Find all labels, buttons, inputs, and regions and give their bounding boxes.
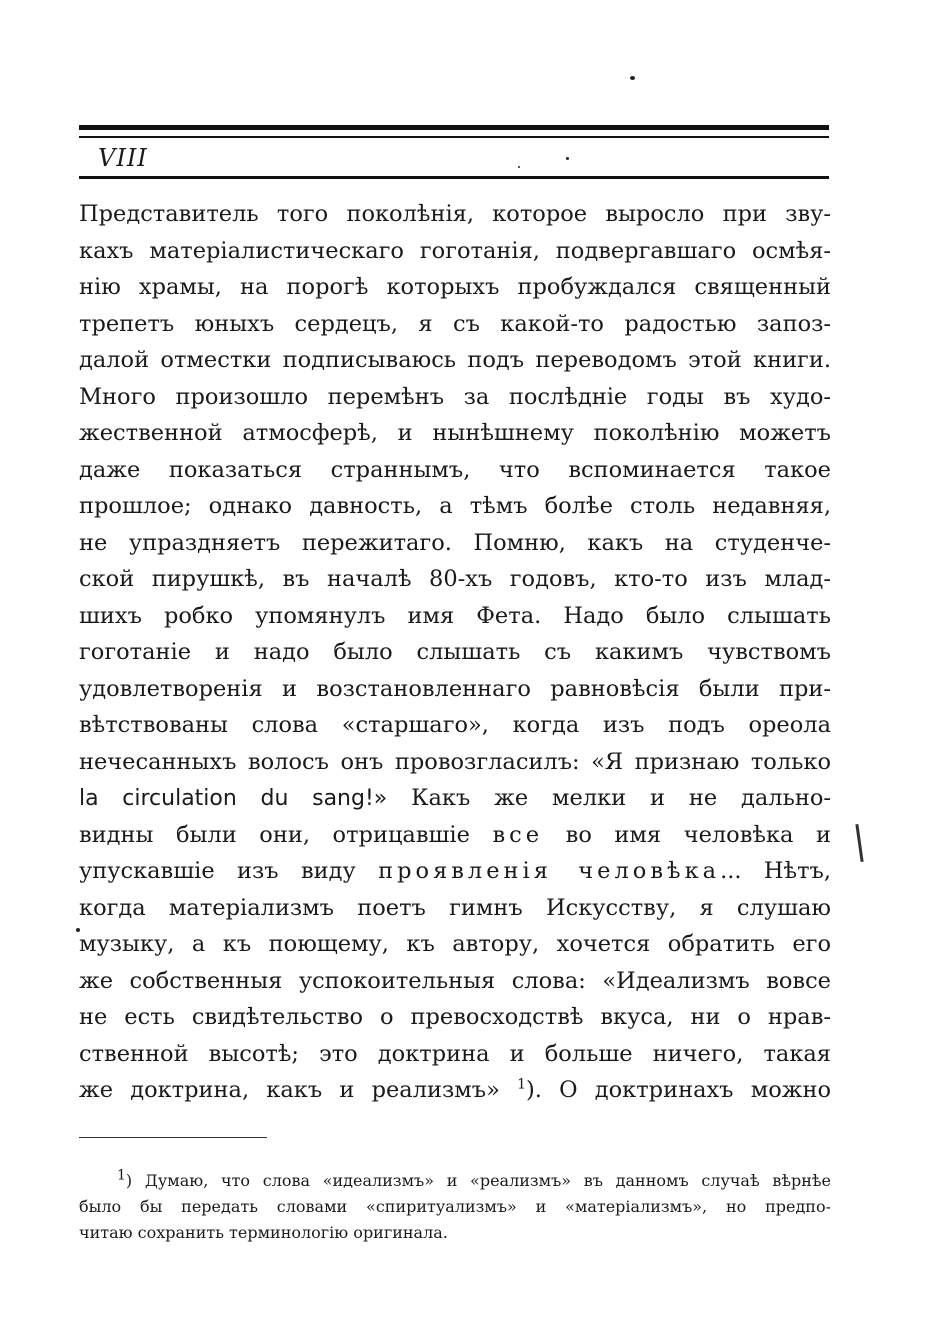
- text-line: [79, 780, 831, 817]
- header-rule-thick: [79, 125, 829, 130]
- page-number: VIII: [98, 144, 148, 172]
- text-line: ской пирушкѣ, въ началѣ 80-хъ годовъ, кто-то изъ млад-: [79, 566, 831, 592]
- margin-mark: [855, 824, 863, 862]
- ink-speck: [566, 157, 569, 160]
- ink-speck: [630, 76, 635, 80]
- text-line: трепетъ юныхъ сердецъ, я съ какой-то радостью запоз-: [79, 310, 831, 337]
- text-line: кахъ матеріалистическаго гоготанія, подвергавшаго осмѣя-: [79, 237, 831, 264]
- footnote-line: было бы передать словами «спиритуализмъ» и «матеріализмъ», но предпо-: [79, 1197, 831, 1216]
- text-line: гоготаніе и надо было слышать съ какимъ чувствомъ: [79, 639, 831, 665]
- footnote-line: читаю сохранить терминологію оригинала.: [79, 1223, 448, 1242]
- text-line: жественной атмосферѣ, и нынѣшнему поколѣнію можетъ: [79, 420, 831, 446]
- text-line: не упраздняетъ пережитаго. Помню, какъ на студенче-: [79, 529, 831, 556]
- text-line: прошлое; однако давность, а тѣмъ болѣе столь недавняя,: [79, 493, 831, 519]
- footnote-marker: 1: [117, 1167, 126, 1184]
- footnote: [79, 1168, 831, 1246]
- text-fragment: ). О доктринахъ можно: [525, 1077, 831, 1103]
- ink-speck: [518, 166, 520, 168]
- text-fragment: ... Нѣтъ,: [720, 858, 832, 884]
- text-line: нечесанныхъ волосъ онъ провозгласилъ: «Я признаю только: [79, 748, 831, 775]
- emphasis-spaced: все: [492, 821, 544, 848]
- emphasis-spaced: проявленія человѣка: [378, 858, 721, 884]
- text-line: даже показаться страннымъ, что вспоминается такое: [79, 456, 831, 483]
- text-line: музыку, а къ поющему, къ автору, хочется обратить его: [79, 931, 831, 957]
- text-fragment: же доктрина, какъ и реализмъ»: [79, 1077, 500, 1103]
- text-line: шихъ робко упомянулъ имя Фета. Надо было слышать: [79, 602, 831, 629]
- footnote-ref: 1: [517, 1076, 526, 1093]
- text-line: далой отместки подписываюсь подъ переводомъ этой книги.: [79, 347, 831, 373]
- header-underline: [79, 176, 829, 179]
- text-line: [79, 1072, 831, 1109]
- text-line: же собственныя успокоительныя слова: «Идеализмъ вовсе: [79, 967, 831, 994]
- text-line: удовлетворенія и возстановленнаго равновѣсія были при-: [79, 675, 831, 702]
- footnote-text: ) Думаю, что слова «идеализмъ» и «реализмъ» въ данномъ случаѣ вѣрнѣе: [125, 1171, 831, 1190]
- text-line: нію храмы, на порогѣ которыхъ пробуждался священный: [79, 274, 831, 300]
- text-line: Много произошло перемѣнъ за послѣдніе годы въ худо-: [79, 383, 831, 410]
- text-line: ственной высотѣ; это доктрина и больше ничего, такая: [79, 1040, 831, 1067]
- text-fragment: упускавшіе изъ виду: [79, 858, 379, 884]
- text-line: Представитель того поколѣнія, которое выросло при зву-: [79, 201, 831, 227]
- text-line: не есть свидѣтельство о превосходствѣ вкуса, ни о нрав-: [79, 1004, 831, 1030]
- text-fragment: видны были они, отрицавшіе: [79, 821, 493, 848]
- text-line: когда матеріализмъ поетъ гимнъ Искусству, я слушаю: [79, 894, 831, 921]
- text-line: вѣтствованы слова «старшаго», когда изъ подъ ореола: [79, 712, 831, 738]
- footnote-line: [79, 1168, 831, 1194]
- text-fragment: Какъ же мелки и не дально-: [387, 785, 831, 811]
- foreign-phrase: la circulation du sang!»: [79, 786, 388, 811]
- main-text: [79, 196, 831, 1109]
- text-line: [79, 853, 831, 890]
- footnote-separator: [79, 1137, 267, 1138]
- text-fragment: во имя человѣка и: [543, 821, 831, 848]
- text-line: [79, 817, 831, 854]
- header-rule-thin: [79, 136, 829, 138]
